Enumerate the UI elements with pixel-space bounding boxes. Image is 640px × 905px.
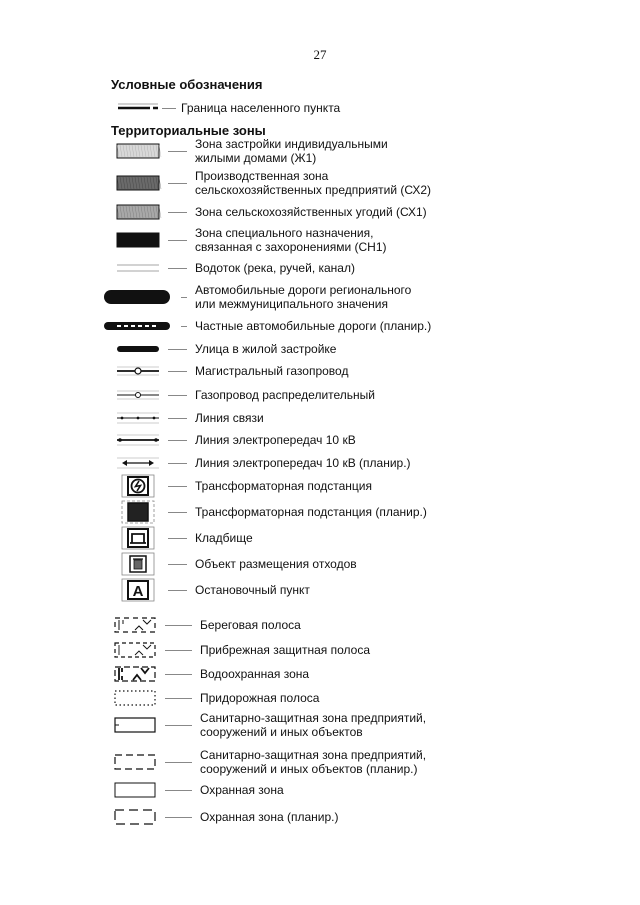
- substation-label: Трансформаторная подстанция: [195, 479, 372, 493]
- regional-road-symbol: [103, 288, 173, 306]
- leader-line: [181, 297, 187, 298]
- protect-planned-symbol: [113, 808, 157, 826]
- zone-special-label-line-2: связанная с захоронениями (СН1): [195, 240, 387, 254]
- watercourse-label: Водоток (река, ручей, канал): [195, 261, 355, 275]
- private-road-symbol: [103, 317, 173, 335]
- zone-industrial-agri-label-line-1: Производственная зона: [195, 169, 329, 183]
- leader-line: [168, 151, 187, 152]
- regional-road-label-line-2: или межмуниципального значения: [195, 297, 388, 311]
- power-line-label: Линия электропередач 10 кВ: [195, 433, 356, 447]
- settlement-border-symbol: [116, 100, 160, 114]
- leader-line: [165, 817, 192, 818]
- water-protect-symbol: [113, 665, 157, 683]
- leader-line: [162, 108, 176, 109]
- power-line-symbol: [116, 431, 160, 449]
- zone-residential-label-line-2: жилыми домами (Ж1): [195, 151, 317, 165]
- shore-strip-symbol: [113, 616, 157, 634]
- residential-street-label: Улица в жилой застройке: [195, 342, 337, 356]
- substation-symbol: [116, 474, 160, 498]
- shore-strip-label: Береговая полоса: [200, 618, 301, 632]
- leader-line: [168, 440, 187, 441]
- leader-line: [165, 625, 192, 626]
- leader-line: [168, 463, 187, 464]
- zone-special-label-line-1: Зона специального назначения,: [195, 226, 374, 240]
- leader-line: [168, 349, 187, 350]
- substation-planned-label: Трансформаторная подстанция (планир.): [195, 505, 427, 519]
- sanitary-planned-label-line-2: сооружений и иных объектов (планир.): [200, 762, 418, 776]
- leader-line: [168, 268, 187, 269]
- power-line-planned-label: Линия электропередач 10 кВ (планир.): [195, 456, 411, 470]
- roadside-strip-label: Придорожная полоса: [200, 691, 320, 705]
- leader-line: [165, 725, 192, 726]
- water-protect-label: Водоохранная зона: [200, 667, 310, 681]
- leader-line: [168, 240, 187, 241]
- coastal-protect-label: Прибрежная защитная полоса: [200, 643, 371, 657]
- zone-residential-label-line-1: Зона застройки индивидуальными: [195, 137, 388, 151]
- waste-symbol: [116, 552, 160, 576]
- zone-agri-land-label: Зона сельскохозяйственных угодий (СХ1): [195, 205, 427, 219]
- leader-line: [165, 674, 192, 675]
- dist-gas-label: Газопровод распределительный: [195, 388, 375, 402]
- sanitary-label-line-1: Санитарно-защитная зона предприятий,: [200, 711, 427, 725]
- zones-title: Территориальные зоны: [111, 123, 266, 138]
- leader-line: [168, 183, 187, 184]
- leader-line: [165, 650, 192, 651]
- leader-line: [168, 418, 187, 419]
- zone-industrial-agri-label-line-2: сельскохозяйственных предприятий (СХ2): [195, 183, 432, 197]
- zone-special-symbol: [116, 231, 160, 249]
- leader-line: [165, 790, 192, 791]
- sanitary-planned-label-line-1: Санитарно-защитная зона предприятий,: [200, 748, 427, 762]
- sanitary-planned-symbol: [113, 753, 157, 771]
- bus-stop-label: Остановочный пункт: [195, 583, 310, 597]
- settlement-border-label: Граница населенного пункта: [181, 101, 341, 115]
- bus-stop-symbol: [116, 578, 160, 602]
- protect-planned-label: Охранная зона (планир.): [200, 810, 339, 824]
- protect-symbol: [113, 781, 157, 799]
- private-road-label: Частные автомобильные дороги (планир.): [195, 319, 432, 333]
- leader-line: [181, 326, 187, 327]
- roadside-strip-symbol: [113, 689, 157, 707]
- power-line-planned-symbol: [116, 454, 160, 472]
- leader-line: [168, 395, 187, 396]
- leader-line: [168, 371, 187, 372]
- leader-line: [168, 564, 187, 565]
- comm-line-label: Линия связи: [195, 411, 264, 425]
- comm-line-symbol: [116, 409, 160, 427]
- cemetery-symbol: [116, 526, 160, 550]
- leader-line: [168, 512, 187, 513]
- leader-line: [165, 762, 192, 763]
- protect-label: Охранная зона: [200, 783, 284, 797]
- page-number: 27: [313, 47, 327, 62]
- regional-road-label-line-1: Автомобильные дороги регионального: [195, 283, 412, 297]
- residential-street-symbol: [116, 340, 160, 358]
- cemetery-label: Кладбище: [195, 531, 253, 545]
- sanitary-label-line-2: сооружений и иных объектов: [200, 725, 363, 739]
- leader-line: [165, 698, 192, 699]
- zone-residential-symbol: [116, 142, 160, 160]
- leader-line: [168, 538, 187, 539]
- zone-agri-land-symbol: [116, 203, 160, 221]
- coastal-protect-symbol: [113, 641, 157, 659]
- main-gas-label: Магистральный газопровод: [195, 364, 349, 378]
- dist-gas-symbol: [116, 386, 160, 404]
- waste-label: Объект размещения отходов: [195, 557, 357, 571]
- watercourse-symbol: [116, 259, 160, 277]
- zone-industrial-agri-symbol: [116, 174, 160, 192]
- bus-stop-glyph: A: [132, 583, 144, 600]
- main-gas-symbol: [116, 362, 160, 380]
- leader-line: [168, 486, 187, 487]
- legend-title: Условные обозначения: [111, 77, 263, 92]
- substation-planned-symbol: [116, 500, 160, 524]
- leader-line: [168, 212, 187, 213]
- leader-line: [168, 590, 187, 591]
- sanitary-symbol: [113, 716, 157, 734]
